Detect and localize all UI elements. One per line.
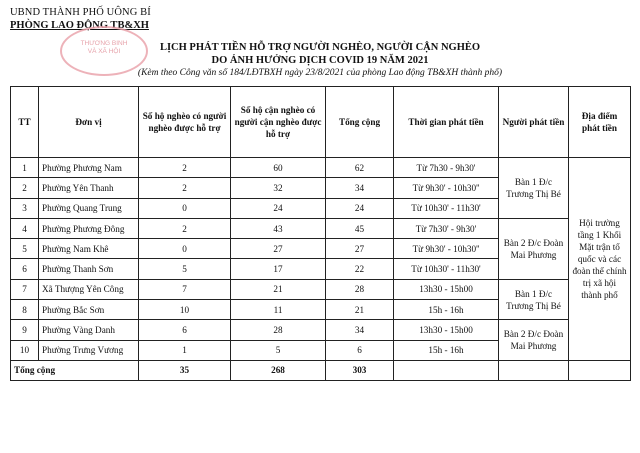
cell-total: 28 <box>326 279 394 299</box>
cell-poor: 5 <box>139 259 231 279</box>
cell-total: 22 <box>326 259 394 279</box>
schedule-table <box>10 86 631 381</box>
cell-poor: 2 <box>139 178 231 198</box>
cell-poor: 7 <box>139 279 231 299</box>
cell-person-group4: Bàn 2 Đ/c Đoàn Mai Phương <box>499 320 569 361</box>
cell-tt: 1 <box>11 158 39 178</box>
cell-time: Từ 10h30' - 11h30' <box>394 259 499 279</box>
cell-total: 6 <box>326 340 394 360</box>
cell-total: 62 <box>326 158 394 178</box>
org-name: UBND THÀNH PHỐ UÔNG BÍ <box>10 7 151 18</box>
cell-total: 34 <box>326 320 394 340</box>
cell-poor: 2 <box>139 158 231 178</box>
cell-tt: 6 <box>11 259 39 279</box>
cell-time: Từ 9h30' - 10h30'' <box>394 178 499 198</box>
cell-unit: Phường Vàng Danh <box>39 320 139 340</box>
cell-person-group2: Bàn 2 Đ/c Đoàn Mai Phương <box>499 218 569 279</box>
cell-near-poor: 5 <box>231 340 326 360</box>
cell-tt: 2 <box>11 178 39 198</box>
cell-unit: Phường Phương Đông <box>39 218 139 238</box>
cell-location: Hội trường tầng 1 Khối Mặt trận tổ quốc và các đoàn thể chính trị xã hội thành phố <box>569 158 631 361</box>
cell-unit: Phường Thanh Sơn <box>39 259 139 279</box>
header-poor: Số hộ nghèo có người nghèo được hỗ trợ <box>139 87 231 158</box>
cell-near-poor: 17 <box>231 259 326 279</box>
cell-total: 27 <box>326 239 394 259</box>
cell-near-poor: 27 <box>231 239 326 259</box>
cell-unit: Phường Trưng Vương <box>39 340 139 360</box>
cell-person-group3: Bàn 1 Đ/c Trương Thị Bé <box>499 279 569 320</box>
header-total: Tổng cộng <box>326 87 394 158</box>
total-empty-time <box>394 360 499 380</box>
total-empty-location <box>569 360 631 380</box>
cell-near-poor: 24 <box>231 198 326 218</box>
table-row <box>11 279 631 299</box>
cell-total: 21 <box>326 300 394 320</box>
cell-time: Từ 9h30' - 10h30'' <box>394 239 499 259</box>
cell-unit: Phường Phương Nam <box>39 158 139 178</box>
cell-near-poor: 43 <box>231 218 326 238</box>
cell-time: 15h - 16h <box>394 300 499 320</box>
doc-subtitle: (Kèm theo Công văn số 184/LĐTBXH ngày 23/8/2021 của phòng Lao động TB&XH thành phố) <box>137 68 503 78</box>
table-row <box>11 320 631 340</box>
header-location: Địa điểm phát tiền <box>569 87 631 158</box>
cell-tt: 10 <box>11 340 39 360</box>
table-row <box>11 158 631 178</box>
cell-poor: 2 <box>139 218 231 238</box>
dept-name: PHÒNG LAO ĐỘNG TB&XH <box>10 20 149 31</box>
cell-unit: Phường Nam Khê <box>39 239 139 259</box>
cell-near-poor: 28 <box>231 320 326 340</box>
cell-time: 13h30 - 15h00 <box>394 320 499 340</box>
cell-time: Từ 7h30 - 9h30' <box>394 158 499 178</box>
cell-poor: 0 <box>139 239 231 259</box>
cell-total: 24 <box>326 198 394 218</box>
cell-tt: 8 <box>11 300 39 320</box>
doc-title-line1: LỊCH PHÁT TIỀN HỖ TRỢ NGƯỜI NGHÈO, NGƯỜI CẬN NGHÈO <box>159 42 481 53</box>
cell-tt: 7 <box>11 279 39 299</box>
stamp-line2: VÀ XÃ HỘI <box>87 48 121 55</box>
cell-time: Từ 10h30' - 11h30' <box>394 198 499 218</box>
doc-title-line2: DO ẢNH HƯỞNG DỊCH COVID 19 NĂM 2021 <box>211 55 429 66</box>
cell-time: 13h30 - 15h00 <box>394 279 499 299</box>
header-near-poor: Số hộ cận nghèo có người cận nghèo được hỗ trợ <box>231 87 326 158</box>
cell-total: 34 <box>326 178 394 198</box>
cell-poor: 6 <box>139 320 231 340</box>
cell-tt: 9 <box>11 320 39 340</box>
cell-unit: Phường Quang Trung <box>39 198 139 218</box>
total-total: 303 <box>326 360 394 380</box>
cell-tt: 5 <box>11 239 39 259</box>
cell-tt: 4 <box>11 218 39 238</box>
cell-near-poor: 21 <box>231 279 326 299</box>
header-person: Người phát tiền <box>499 87 569 158</box>
cell-time: 15h - 16h <box>394 340 499 360</box>
total-near-poor: 268 <box>231 360 326 380</box>
cell-poor: 1 <box>139 340 231 360</box>
cell-total: 45 <box>326 218 394 238</box>
cell-unit: Xã Thượng Yên Công <box>39 279 139 299</box>
table-row <box>11 218 631 238</box>
header-unit: Đơn vị <box>39 87 139 158</box>
cell-unit: Phường Bắc Sơn <box>39 300 139 320</box>
cell-near-poor: 11 <box>231 300 326 320</box>
cell-tt: 3 <box>11 198 39 218</box>
total-label: Tổng cộng <box>11 360 139 380</box>
header-tt: TT <box>11 87 39 158</box>
cell-poor: 0 <box>139 198 231 218</box>
cell-near-poor: 60 <box>231 158 326 178</box>
total-empty-person <box>499 360 569 380</box>
stamp-line1: THƯƠNG BINH <box>80 40 128 47</box>
table-total-row <box>11 360 631 380</box>
header-time: Thời gian phát tiền <box>394 87 499 158</box>
total-poor: 35 <box>139 360 231 380</box>
cell-person-group1: Bàn 1 Đ/c Trương Thị Bé <box>499 158 569 219</box>
cell-unit: Phường Yên Thanh <box>39 178 139 198</box>
cell-time: Từ 7h30' - 9h30' <box>394 218 499 238</box>
table-header-row <box>11 87 631 158</box>
cell-poor: 10 <box>139 300 231 320</box>
cell-near-poor: 32 <box>231 178 326 198</box>
